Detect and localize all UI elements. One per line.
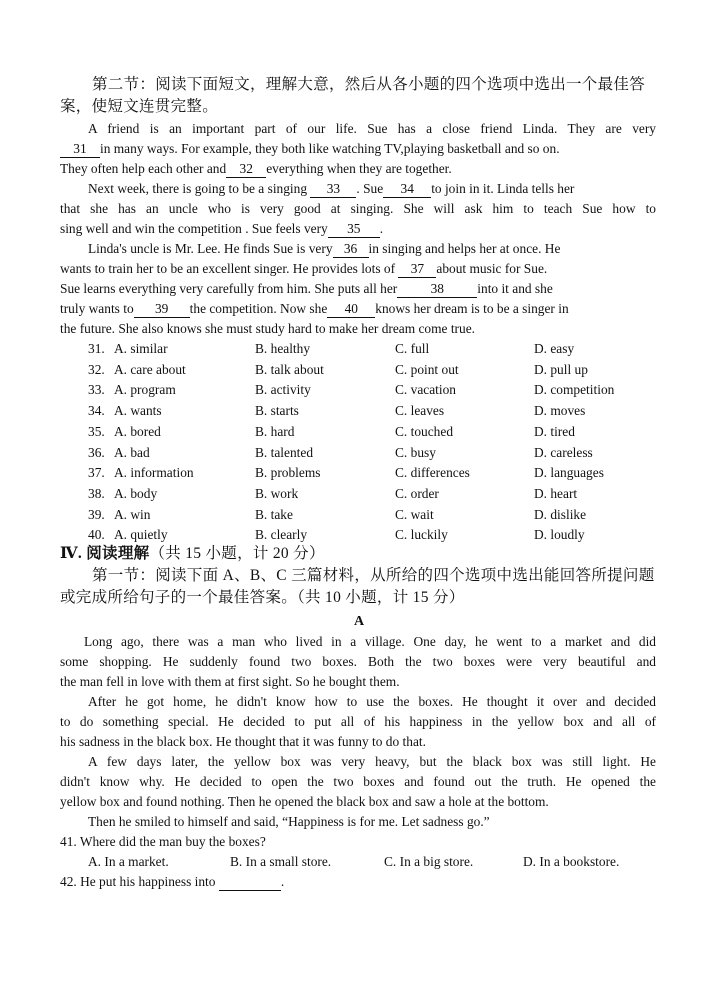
passage-a-line: A few days later, the yellow box was very heavy, but the black box was still light. He	[88, 754, 656, 769]
blank-36: 36	[333, 241, 369, 258]
option-a: A. wants	[114, 403, 162, 419]
option-b: B. work	[255, 485, 299, 501]
option-d: D. moves	[534, 403, 586, 419]
passage-text: .	[379, 221, 384, 236]
passage-a-line: yellow box and found nothing. Then he opened the black box and saw a hole at the bottom.	[60, 794, 549, 809]
passage-text: . Sue	[356, 181, 384, 196]
option-d: D. tired	[534, 423, 575, 439]
blank-35: 35	[328, 221, 380, 238]
option-d: D. dislike	[534, 506, 587, 522]
passage-line: the future. She also knows she must study hard to make her dream come true.	[60, 321, 476, 336]
passage-line	[88, 179, 688, 199]
passage-text: in singing and helps her at once. He	[368, 241, 561, 256]
passage-a-line: some shopping. He suddenly found two boxes. Both the two boxes were very beautiful and	[60, 654, 656, 669]
passage-text: knows her dream is to be a singer in	[375, 301, 569, 316]
passage-letter: A	[353, 614, 365, 629]
option-a: A. In a market.	[88, 854, 169, 869]
option-d: D. easy	[534, 341, 575, 356]
option-b: B. hard	[255, 423, 295, 439]
question-41-stem: 41. Where did the man buy the boxes?	[60, 834, 266, 849]
passage-text: Linda's uncle is Mr. Lee. He finds Sue is very	[88, 241, 333, 256]
part-title: Ⅳ. 阅读理解	[60, 545, 150, 562]
option-c: C. In a big store.	[384, 854, 474, 869]
passage-text: truly wants to	[60, 301, 134, 316]
passage-line	[60, 259, 660, 279]
section-heading-line-2: 案，使短文连贯完整。	[60, 98, 219, 115]
passage-line: A friend is an important part of our life. Sue has a close friend Linda. They are very	[88, 121, 656, 136]
passage-text: wants to train her to be an excellent singer. He provides lots of	[60, 261, 396, 276]
option-a: A. similar	[114, 341, 168, 356]
passage-text: about music for Sue.	[436, 261, 548, 276]
option-c: C. vacation	[395, 382, 456, 398]
option-c: C. point out	[395, 361, 459, 377]
blank-37: 37	[398, 261, 436, 278]
question-number: 35.	[88, 423, 105, 439]
option-c: C. order	[395, 485, 439, 501]
passage-text: They often help each other and	[60, 161, 227, 176]
option-c: C. touched	[395, 423, 454, 439]
passage-line	[60, 279, 660, 299]
option-b: B. In a small store.	[230, 854, 332, 869]
passage-text: Next week, there is going to be a singing	[88, 181, 308, 196]
passage-a-line: the man fell in love with them at first sight. So he bought them.	[60, 674, 400, 689]
question-number: 36.	[88, 444, 105, 460]
blank-33: 33	[310, 181, 356, 198]
option-c: C. leaves	[395, 403, 445, 419]
blank-32: 32	[226, 161, 266, 178]
option-a: A. program	[114, 382, 176, 398]
option-a: A. bored	[114, 423, 161, 439]
passage-text: to join in it. Linda tells her	[431, 181, 575, 196]
option-c: C. busy	[395, 444, 436, 460]
option-d: D. loudly	[534, 527, 585, 543]
question-number: 39.	[88, 506, 105, 522]
passage-text: Sue learns everything very carefully from him. She puts all her	[60, 281, 398, 296]
question-number: 32.	[88, 361, 105, 377]
option-b: B. take	[255, 506, 293, 522]
question-number: 38.	[88, 485, 105, 501]
passage-line: that she has an uncle who is very good at singing. She will ask him to teach Sue how to	[60, 201, 656, 216]
option-c: C. differences	[395, 465, 470, 481]
option-b: B. healthy	[255, 341, 311, 356]
option-d: D. languages	[534, 465, 604, 481]
option-d: D. In a bookstore.	[523, 854, 620, 869]
option-b: B. problems	[255, 465, 321, 481]
section-heading-line-1: 第二节：阅读下面短文，理解大意，然后从各小题的四个选项中选出一个最佳答	[92, 76, 646, 93]
passage-a-line: didn't know why. He decided to open the two boxes and found out the truth. He opened the	[60, 774, 656, 789]
subsection-heading-line-1: 第一节：阅读下面 A、B、C 三篇材料，从所给的四个选项中选出能回答所提问题	[92, 567, 655, 584]
passage-text: sing well and win the competition . Sue feels very	[60, 221, 328, 236]
option-b: B. activity	[255, 382, 311, 398]
passage-a-line: Long ago, there was a man who lived in a village. One day, he went to a market and did	[84, 634, 656, 649]
part-note: （共 15 小题，计 20 分）	[149, 545, 325, 562]
subsection-heading-line-2: 或完成所给句子的一个最佳答案。（共 10 小题，计 15 分）	[60, 589, 465, 606]
option-d: D. competition	[534, 382, 615, 398]
passage-a-line: to do something special. He decided to put all of his happiness in the yellow box and all of	[60, 714, 656, 729]
option-b: B. talented	[255, 444, 314, 460]
option-b: B. clearly	[255, 527, 308, 543]
blank-39: 39	[134, 301, 190, 318]
option-a: A. information	[114, 465, 194, 481]
option-a: A. quietly	[114, 527, 168, 543]
option-b: B. talk about	[255, 361, 324, 377]
option-c: C. wait	[395, 506, 434, 522]
question-text-end: .	[280, 874, 285, 889]
question-42-stem	[60, 872, 660, 892]
question-number: 34.	[88, 403, 105, 419]
option-a: A. bad	[114, 444, 150, 460]
option-d: D. careless	[534, 444, 593, 460]
passage-line	[60, 299, 660, 319]
passage-line	[88, 239, 688, 259]
passage-text: in many ways. For example, they both like watching TV,playing basketball and so on.	[100, 141, 560, 156]
passage-line	[60, 139, 660, 159]
question-number: 33.	[88, 382, 105, 398]
passage-a-line: After he got home, he didn't know how to use the boxes. He thought it over and decided	[88, 694, 656, 709]
option-d: D. pull up	[534, 361, 588, 377]
option-c: C. full	[395, 341, 430, 356]
passage-text: everything when they are together.	[266, 161, 452, 176]
blank-31: 31	[60, 141, 100, 158]
blank-34: 34	[383, 181, 431, 198]
option-a: A. care about	[114, 361, 186, 377]
question-text: 42. He put his happiness into	[60, 874, 216, 889]
answer-blank	[219, 874, 281, 891]
option-a: A. win	[114, 506, 151, 522]
passage-text: the competition. Now she	[189, 301, 328, 316]
option-b: B. starts	[255, 403, 299, 419]
option-d: D. heart	[534, 485, 578, 501]
blank-40: 40	[327, 301, 375, 318]
passage-text: into it and she	[477, 281, 553, 296]
question-number: 40.	[88, 527, 105, 543]
passage-a-line: his sadness in the black box. He thought that it was funny to do that.	[60, 734, 426, 749]
passage-line	[60, 219, 660, 239]
option-a: A. body	[114, 485, 158, 501]
option-c: C. luckily	[395, 527, 448, 543]
passage-a-line: Then he smiled to himself and said, “Happiness is for me. Let sadness go.”	[88, 814, 490, 829]
question-number: 31.	[88, 341, 105, 356]
blank-38: 38	[397, 281, 477, 298]
part-heading	[60, 544, 660, 564]
question-number: 37.	[88, 465, 105, 481]
passage-line	[60, 159, 660, 179]
